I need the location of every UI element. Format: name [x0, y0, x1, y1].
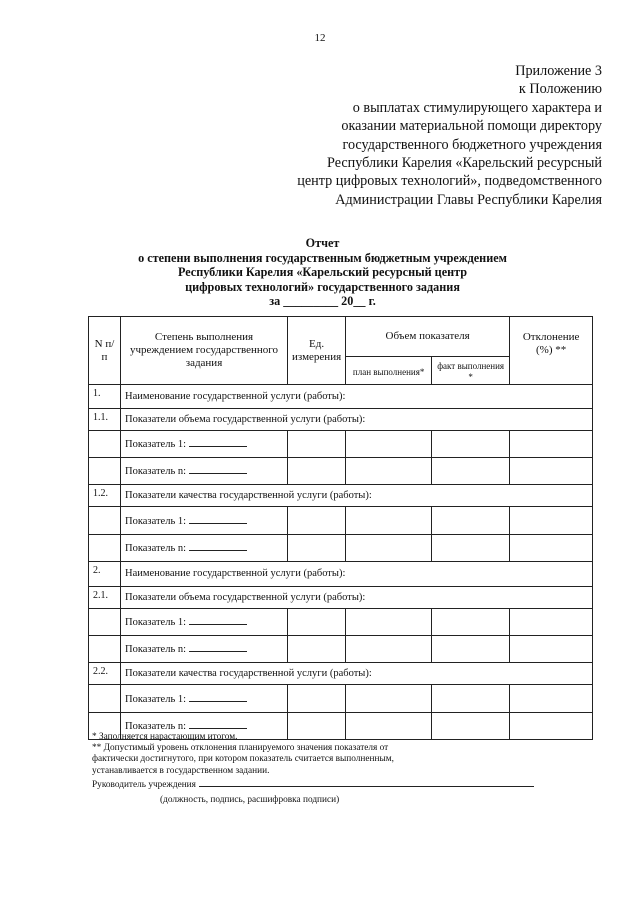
blank-line — [189, 541, 247, 551]
header-deviation: Отклонение (%) ** — [510, 317, 593, 385]
section-row — [89, 385, 593, 409]
table-body — [89, 385, 593, 740]
footnote-2-line-2: фактически достигнутого, при котором показатель считается выполненным, — [92, 754, 394, 765]
appendix-line: оказании материальной помощи директору — [341, 118, 602, 135]
report-title — [60, 236, 585, 309]
footnote-1: * Заполняется нарастающим итогом. — [92, 732, 238, 742]
deviation-cell[interactable] — [510, 636, 593, 663]
appendix-line: государственного бюджетного учреждения — [342, 136, 602, 153]
header-plan: план выполнения* — [346, 357, 432, 385]
indicator-cell — [121, 685, 288, 713]
appendix-line: к Положению — [518, 81, 602, 98]
plan-cell[interactable] — [346, 431, 432, 458]
fact-cell[interactable] — [432, 685, 510, 713]
indicator-row — [89, 535, 593, 562]
unit-cell[interactable] — [288, 636, 346, 663]
head-signature-row — [92, 777, 512, 791]
deviation-cell[interactable] — [510, 535, 593, 562]
appendix-line: о выплатах стимулирующего характера и — [352, 99, 602, 116]
plan-cell[interactable] — [346, 685, 432, 713]
row-label: Показатели объема государственной услуги (работы): — [121, 587, 593, 609]
indicator-row — [89, 685, 593, 713]
fact-cell[interactable] — [432, 636, 510, 663]
row-label: Показатель 1: — [125, 693, 187, 705]
row-label: Показатель 1: — [125, 439, 187, 450]
report-title-line: о степени выполнения государственным бюджетным учреждением — [138, 250, 507, 265]
unit-cell[interactable] — [288, 535, 346, 562]
page-number: 12 — [314, 32, 326, 44]
row-number — [89, 431, 121, 458]
row-label: Показатель 1: — [125, 515, 187, 527]
unit-cell[interactable] — [288, 458, 346, 485]
report-table — [88, 316, 593, 740]
appendix-line: Приложение 3 — [515, 63, 602, 79]
indicator-cell — [121, 636, 288, 663]
row-label: Показатель n: — [125, 466, 187, 477]
indicator-cell — [121, 535, 288, 562]
row-number: 2.1. — [89, 587, 121, 609]
row-label: Показатели качества государственной услуги (работы): — [121, 485, 593, 507]
blank-line — [189, 464, 247, 474]
signature-line[interactable] — [199, 777, 534, 787]
row-label: Показатель 1: — [125, 617, 187, 628]
plan-cell[interactable] — [346, 507, 432, 535]
row-label: Показатель n: — [125, 543, 187, 554]
plan-cell[interactable] — [346, 636, 432, 663]
footnote-2-line-1: ** Допустимый уровень отклонения планируемого значения показателя от — [92, 743, 389, 754]
deviation-cell[interactable] — [510, 458, 593, 485]
footnotes — [92, 732, 512, 791]
row-number — [89, 535, 121, 562]
indicator-row — [89, 636, 593, 663]
section-row — [89, 485, 593, 507]
unit-cell[interactable] — [288, 507, 346, 535]
row-number: 1.1. — [89, 409, 121, 431]
row-label: Показатели объема государственной услуги (работы): — [121, 409, 593, 431]
indicator-row — [89, 458, 593, 485]
fact-cell[interactable] — [432, 609, 510, 636]
section-row — [89, 409, 593, 431]
row-label: Показатель n: — [125, 644, 187, 655]
head-label: Руководитель учреждения — [92, 779, 196, 790]
header-fact: факт выполнения * — [432, 357, 510, 385]
fact-cell[interactable] — [432, 535, 510, 562]
appendix-line: Республики Карелия «Карельский ресурсный — [326, 155, 602, 172]
blank-line — [189, 437, 247, 447]
deviation-cell[interactable] — [510, 685, 593, 713]
deviation-cell[interactable] — [510, 431, 593, 458]
plan-cell[interactable] — [346, 609, 432, 636]
plan-cell[interactable] — [346, 535, 432, 562]
report-period: за _________ 20__ г. — [269, 294, 376, 309]
appendix-header — [242, 62, 602, 209]
section-row — [89, 663, 593, 685]
signature-caption: (должность, подпись, расшифровка подписи) — [160, 795, 340, 805]
unit-cell[interactable] — [288, 609, 346, 636]
report-title-line: цифровых технологий» государственного задания — [185, 279, 460, 294]
fact-cell[interactable] — [432, 431, 510, 458]
indicator-row — [89, 507, 593, 535]
header-volume: Объем показателя — [346, 317, 510, 357]
unit-cell[interactable] — [288, 685, 346, 713]
row-number — [89, 458, 121, 485]
indicator-cell — [121, 507, 288, 535]
unit-cell[interactable] — [288, 431, 346, 458]
row-number — [89, 636, 121, 663]
indicator-cell — [121, 609, 288, 636]
deviation-cell[interactable] — [510, 609, 593, 636]
blank-line — [189, 719, 247, 729]
indicator-cell — [121, 431, 288, 458]
indicator-cell — [121, 458, 288, 485]
row-label: Показатели качества государственной услуги (работы): — [121, 663, 593, 685]
row-number — [89, 609, 121, 636]
blank-line — [189, 514, 247, 524]
fact-cell[interactable] — [432, 458, 510, 485]
appendix-line: центр цифровых технологий», подведомственного — [297, 173, 602, 190]
plan-cell[interactable] — [346, 458, 432, 485]
row-label: Наименование государственной услуги (работы): — [121, 385, 593, 409]
row-number: 1. — [89, 385, 121, 409]
row-number — [89, 685, 121, 713]
row-label: Наименование государственной услуги (работы): — [121, 562, 593, 587]
appendix-line: Администрации Главы Республики Карелия — [335, 191, 602, 208]
deviation-cell[interactable] — [510, 507, 593, 535]
fact-cell[interactable] — [432, 507, 510, 535]
indicator-row — [89, 431, 593, 458]
header-degree: Степень выполнения учреждением государственного задания — [121, 317, 288, 385]
blank-line — [189, 615, 247, 625]
report-title-line: Республики Карелия «Карельский ресурсный центр — [177, 265, 468, 280]
row-number: 2. — [89, 562, 121, 587]
row-number: 1.2. — [89, 485, 121, 507]
header-num: N п/п — [89, 317, 121, 385]
row-number — [89, 507, 121, 535]
deviation-cell[interactable] — [510, 713, 593, 740]
blank-line — [189, 692, 247, 702]
row-label: Показатель n: — [125, 721, 187, 732]
indicator-row — [89, 609, 593, 636]
section-row — [89, 587, 593, 609]
blank-line — [189, 642, 247, 652]
header-unit: Ед. измерения — [288, 317, 346, 385]
footnote-2-line-3: устанавливается в государственном задании. — [92, 765, 270, 776]
report-title-line: Отчет — [305, 236, 340, 250]
row-number: 2.2. — [89, 663, 121, 685]
section-row — [89, 562, 593, 587]
